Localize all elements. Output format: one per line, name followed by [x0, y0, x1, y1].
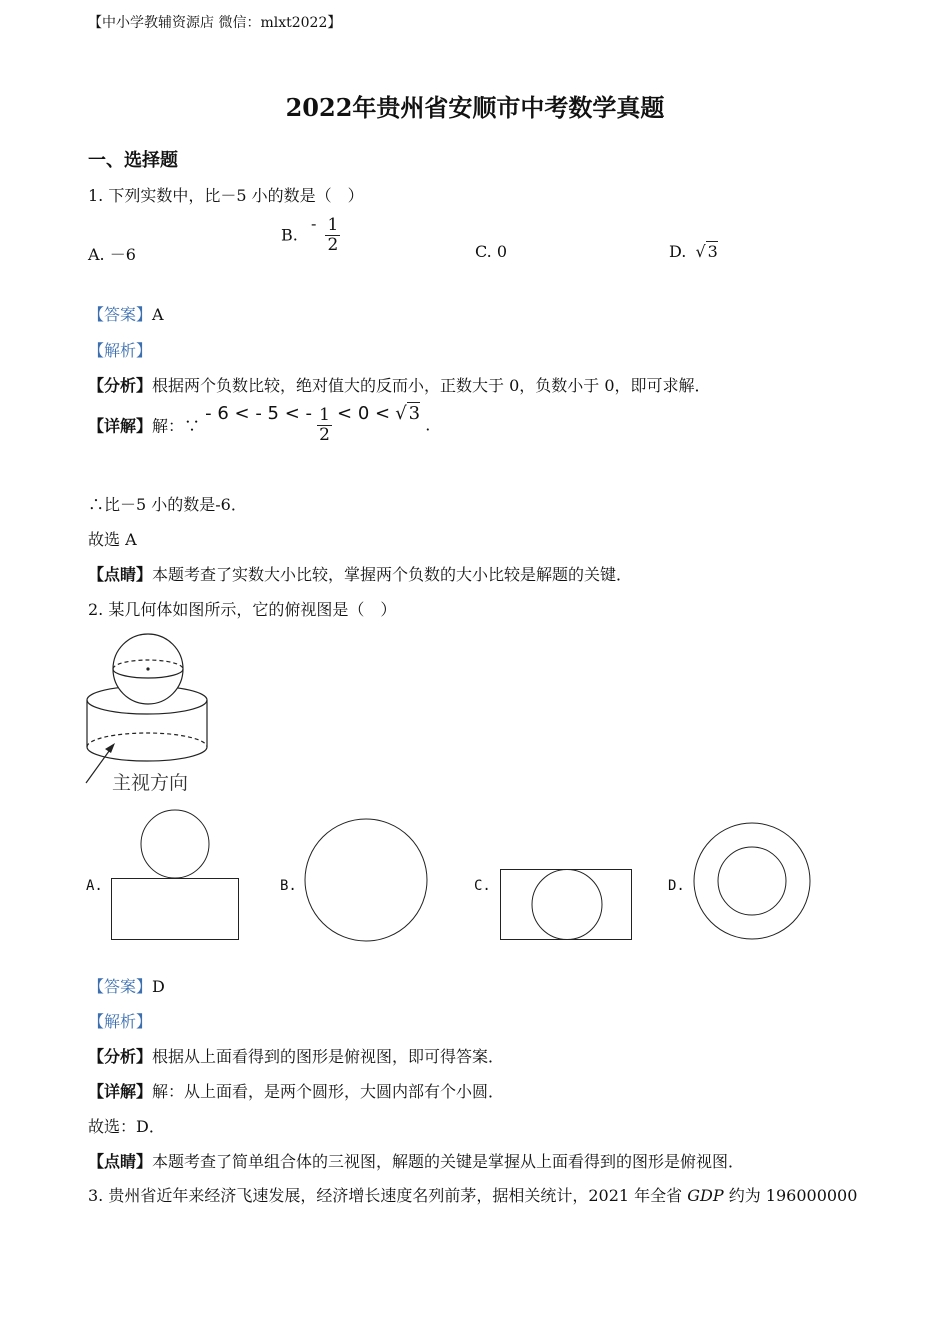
q2-stem: 2. 某几何体如图所示，它的俯视图是（ ） [88, 600, 397, 619]
dianjing-tag: 【点睛】 [88, 565, 153, 584]
q1-option-d [669, 242, 718, 261]
answer-tag: 【答案】 [88, 305, 153, 324]
answer-tag: 【答案】 [88, 977, 153, 996]
q2-option-d-label: D. [668, 878, 685, 894]
page-title: 2022年贵州省安顺市中考数学真题 [285, 93, 665, 122]
cylinder-bottom-front [87, 747, 207, 761]
q2-answer [88, 974, 165, 997]
q1-analysis-tag: 【解析】 [88, 341, 153, 360]
q3-stem-end: 约为 196000000 [723, 1186, 858, 1205]
sqrt-radicand: 3 [408, 402, 421, 424]
dianjing-text: 本题考查了简单组合体的三视图，解题的关键是掌握从上面看得到的图形是俯视图． [152, 1152, 745, 1171]
header-note: 【中小学教辅资源店 微信：mlxt2022】 [88, 15, 342, 31]
q2-option-b-label: B. [280, 878, 297, 894]
option-a-rectangle [112, 879, 239, 940]
fraction-numerator: 1 [319, 405, 330, 425]
fraction-denominator: 2 [327, 234, 339, 255]
q1-choose: 故选 A [88, 530, 137, 549]
fenxi-text: 根据从上面看得到的图形是俯视图，即可得答案． [152, 1047, 505, 1066]
detail-text: 解：从上面看，是两个圆形，大圆内部有个小圆． [152, 1082, 505, 1101]
fraction-denominator: 2 [319, 424, 330, 445]
detail-prefix: 解：∵ [152, 416, 201, 436]
option-c-rectangle [501, 870, 632, 940]
detail-end: . [425, 415, 431, 435]
q2-choose: 故选：D． [88, 1117, 165, 1136]
sqrt-symbol: √ 3 [395, 402, 421, 424]
q2-option-a-label: A. [86, 878, 103, 894]
q1-option-b-fraction [325, 216, 340, 254]
q1-option-b-sign: - [310, 213, 317, 233]
option-c-circle [532, 870, 602, 940]
q1-option-b-label: B. [281, 225, 298, 245]
answer-value: A [152, 305, 164, 324]
q2-option-b-figure [300, 814, 432, 946]
dianjing-tag: 【点睛】 [88, 1152, 153, 1171]
fenxi-tag: 【分析】 [88, 1047, 153, 1066]
q2-dianjing [88, 1149, 744, 1172]
q2-detail [88, 1079, 504, 1102]
direction-arrow-line [86, 747, 112, 783]
q3-stem-gdp: GDP [687, 1186, 724, 1205]
q2-option-c-label: C. [474, 878, 491, 894]
detail-fraction [317, 406, 332, 444]
cylinder-bottom-back [87, 733, 207, 747]
q1-answer [88, 302, 164, 325]
q1-option-b [281, 213, 340, 255]
q3-stem-start: 3. 贵州省近年来经济飞速发展，经济增长速度名列前茅，据相关统计，2021 年全省 [88, 1186, 688, 1205]
detail-math-right: < 0 < [337, 402, 391, 424]
detail-tag: 【详解】 [88, 1082, 153, 1101]
q1-option-d-label: D. [669, 242, 687, 261]
fenxi-text: 根据两个负数比较，绝对值大的反而小，正数大于 0，负数小于 0，即可求解． [152, 376, 711, 395]
q2-option-c-figure [497, 866, 635, 944]
q1-option-a: A. －6 [88, 245, 136, 264]
option-a-circle [141, 810, 209, 878]
sqrt-symbol: √ 3 [695, 242, 718, 261]
q1-option-c: C. 0 [475, 242, 508, 261]
q2-analysis-tag: 【解析】 [88, 1012, 153, 1031]
q2-figure-caption: 主视方向 [112, 772, 189, 794]
sqrt-radicand: 3 [707, 242, 718, 261]
detail-math-left: - 6 < - 5 < - [205, 402, 313, 424]
option-d-outer-circle [694, 823, 810, 939]
q2-option-a-figure [108, 808, 243, 944]
q1-fenxi [88, 373, 711, 396]
dianjing-text: 本题考查了实数大小比较，掌握两个负数的大小比较是解题的关键． [152, 565, 633, 584]
q1-detail [88, 402, 431, 445]
fraction-numerator: 1 [327, 215, 339, 235]
q2-fenxi [88, 1044, 504, 1067]
detail-tag: 【详解】 [88, 416, 153, 436]
fenxi-tag: 【分析】 [88, 376, 153, 395]
q1-dianjing [88, 562, 632, 585]
q1-stem: 1. 下列实数中，比－5 小的数是（ ） [88, 186, 364, 205]
q2-option-d-figure [690, 820, 814, 944]
sphere-center-dot [146, 667, 149, 670]
direction-arrow-head [105, 743, 115, 753]
option-d-inner-circle [718, 847, 786, 915]
q1-conclusion: ∴比－5 小的数是-6． [88, 495, 247, 514]
answer-value: D [152, 977, 165, 996]
section-heading: 一、选择题 [88, 150, 178, 171]
option-b-circle [305, 819, 427, 941]
q3-stem [88, 1183, 857, 1206]
